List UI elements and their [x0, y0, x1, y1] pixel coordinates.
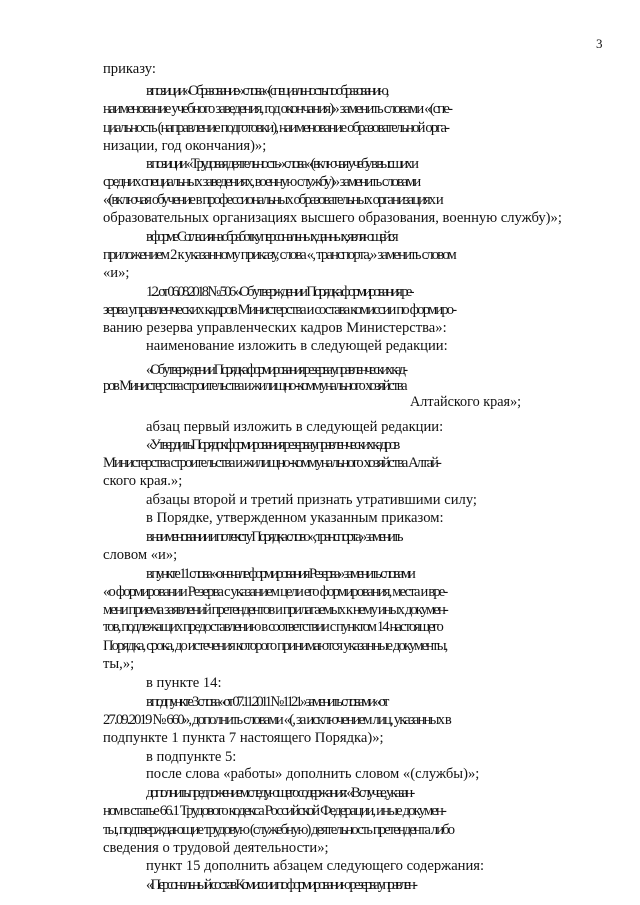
text-line: «Об утверждении Порядка формирования резерва управленческих кад-: [146, 362, 406, 378]
text-line: ты,»;: [103, 656, 135, 672]
text-line: в подпункте 5:: [146, 749, 237, 765]
text-line: сведения о трудовой деятельности»;: [103, 840, 329, 856]
text-line: в подпункте 3 слова «от 07.11.2011 № 1121» заменить словами «от: [146, 694, 387, 710]
text-line: пункт 15 дополнить абзацем следующего содержания:: [146, 858, 485, 874]
text-line: в пункте 14:: [146, 675, 222, 691]
text-line: «(включая обучение в профессиональных образовательных организациях и: [103, 192, 442, 208]
text-line: циальность (направление подготовки), наименование образовательной орга-: [103, 120, 449, 136]
text-line: «Утвердить Порядок формирования резерва управленческих кадров: [146, 437, 398, 453]
text-line: образовательных организациях высшего образования, военную службу)»;: [103, 210, 562, 226]
text-line: ванию резерва управленческих кадров Министерства»:: [103, 320, 447, 336]
text-line: ров Министерства строительства и жилищно-коммунального хозяйства: [103, 378, 406, 394]
text-line: Алтайского края»;: [410, 394, 522, 410]
text-line: наименование учебного заведения, год окончания)» заменить словами «(спе-: [103, 101, 452, 117]
text-line: приказу:: [103, 61, 156, 77]
text-line: абзац первый изложить в следующей редакции:: [146, 419, 444, 435]
text-line: в наименовании и по тексту Порядка слово «, транспорта,» заменить: [146, 529, 401, 545]
text-line: дополнить предложением следующего содержания: «В случае, указан-: [146, 785, 413, 801]
text-line: ном в статье 66.1 Трудового кодекса Российской Федерации, иные докумен-: [103, 803, 446, 819]
text-line: тов, подлежащих предоставлению в соответствии с пунктом 14 настоящего: [103, 619, 442, 635]
text-line: наименование изложить в следующей редакции:: [146, 338, 448, 354]
text-line: в позиции «Образование» слова «(специальность по образованию,: [146, 83, 387, 99]
text-line: подпункте 1 пункта 7 настоящего Порядка)»;: [103, 730, 384, 746]
text-line: абзацы второй и третий признать утратившими силу;: [146, 492, 477, 508]
page-number: 3: [596, 36, 603, 51]
text-line: в позиции «Трудовая деятельность» слова «(включая учебу в высших и: [146, 156, 417, 172]
text-line: ты, подтверждающие трудовую (служебную) деятельность претендента либо: [103, 822, 454, 838]
text-line: «и»;: [103, 265, 130, 281]
text-line: 27.09.2019 № 660», дополнить словами «(, за исключением лиц, указанных в: [103, 712, 451, 728]
text-line: после слова «работы» дополнить словом «(службы)»;: [146, 766, 480, 782]
text-line: средних специальных заведениях, военную службу)» заменить словами: [103, 174, 420, 190]
text-line: Министерства строительства и жилищно-коммунального хозяйства Алтай-: [103, 455, 440, 471]
text-line: 1.2. от 06.08.2018 № 506 «Об утверждении Порядка формирования ре-: [146, 284, 412, 300]
text-line: Порядка, срока, до истечения которого принимаются указанные документы,: [103, 638, 447, 654]
text-line: словом «и»;: [103, 547, 178, 563]
text-line: зерва управленческих кадров Министерства и состава комиссии по формиро-: [103, 302, 456, 318]
text-line: в пункте 11 слова «о начале формирования Резерва» заменить словами: [146, 566, 414, 582]
text-line: «Персональный состав Комиссии по формированию резерва управлен-: [146, 877, 416, 893]
text-line: в Порядке, утвержденном указанным приказом:: [146, 510, 444, 526]
text-line: низации, год окончания)»;: [103, 138, 267, 154]
text-line: приложением 2 к указанному приказу, слова «, транспорта,» заменить словом: [103, 247, 456, 263]
text-line: в форме Согласия на обработку персональных данных, являющейся: [146, 229, 396, 245]
text-line: «о формировании Резерва с указанием цели его формирования, места и вре-: [103, 584, 447, 600]
text-line: мени приема заявлений претендентов и прилагаемых к нему иных докумен-: [103, 602, 447, 618]
text-line: ского края.»;: [103, 473, 183, 489]
